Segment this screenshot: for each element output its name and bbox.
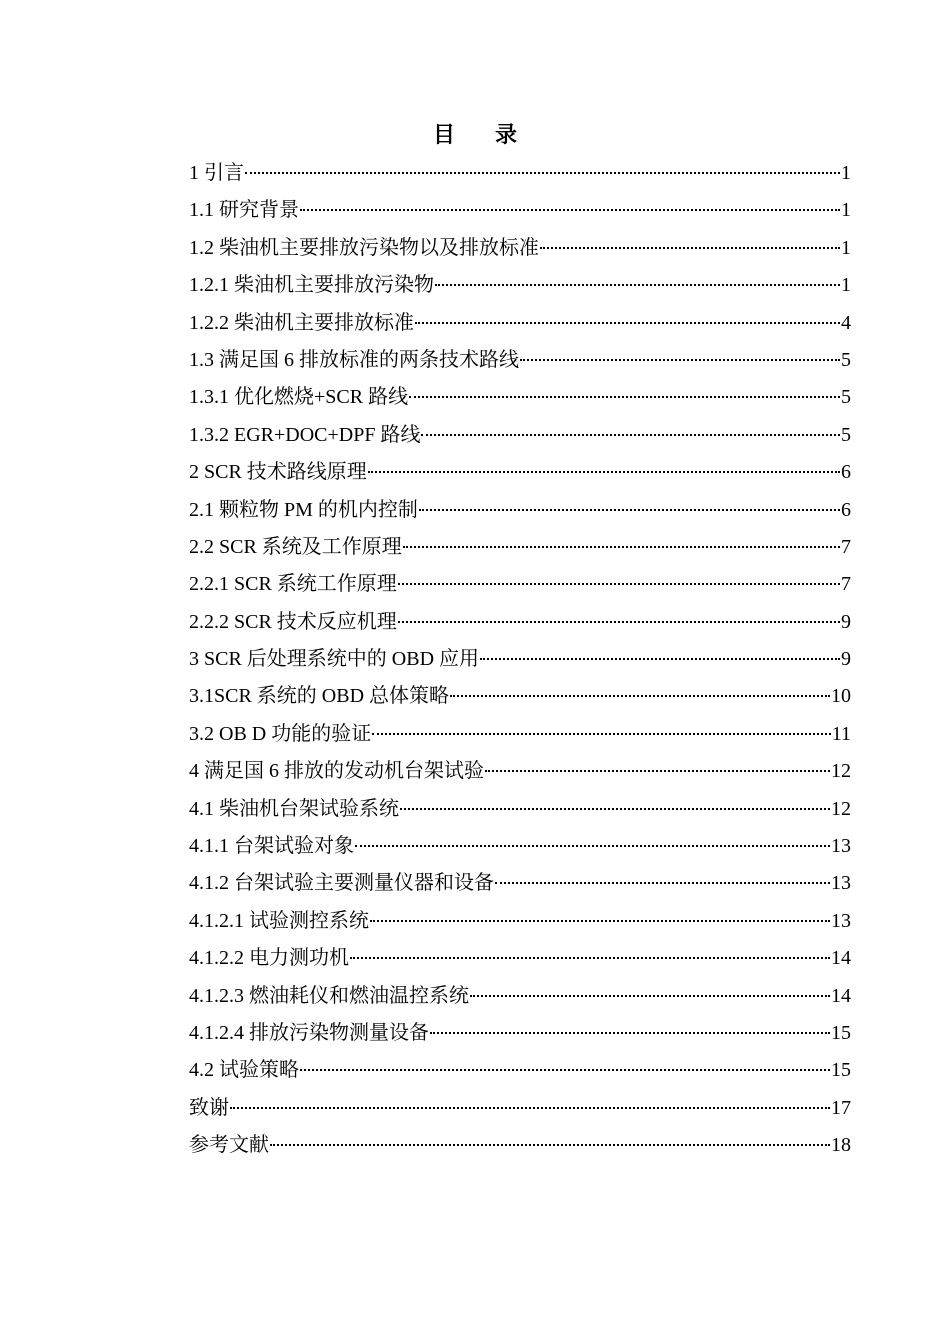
toc-entry[interactable] [189, 828, 851, 865]
toc-dot-leader [398, 583, 840, 585]
toc-entry-label: 1.2.2 柴油机主要排放标准 [189, 311, 414, 334]
toc-entry-page-number: 9 [841, 648, 851, 671]
toc-entry-page-number: 6 [841, 461, 851, 484]
toc-entry[interactable] [189, 155, 851, 192]
toc-entry-label: 3.2 OB D 功能的验证 [189, 722, 372, 745]
toc-entry-page-number: 9 [841, 610, 851, 633]
toc-entry-label: 2 SCR 技术路线原理 [189, 461, 367, 484]
toc-dot-leader [230, 1107, 830, 1109]
toc-entry-page-number: 5 [841, 348, 851, 371]
toc-entry[interactable] [189, 342, 851, 379]
toc-entry-label: 4 满足国 6 排放的发动机台架试验 [189, 760, 484, 783]
toc-dot-leader [435, 284, 840, 286]
toc-entry-page-number: 18 [831, 1134, 851, 1157]
toc-entry-page-number: 13 [831, 872, 851, 895]
toc-entry[interactable] [189, 305, 851, 342]
toc-entry[interactable] [189, 1015, 851, 1052]
toc-entry[interactable] [189, 267, 851, 304]
toc-entry[interactable] [189, 791, 851, 828]
toc-dot-leader [368, 471, 840, 473]
toc-dot-leader [350, 957, 830, 959]
toc-entry[interactable] [189, 1127, 851, 1164]
toc-entry[interactable] [189, 192, 851, 229]
toc-entry-page-number: 13 [831, 835, 851, 858]
toc-dot-leader [430, 1032, 830, 1034]
toc-entry-page-number: 12 [831, 797, 851, 820]
toc-entry-page-number: 7 [841, 573, 851, 596]
toc-dot-leader [270, 1144, 830, 1146]
toc-dot-leader [421, 434, 840, 436]
toc-entry-page-number: 15 [831, 1059, 851, 1082]
toc-entry[interactable] [189, 230, 851, 267]
toc-entry-label: 2.2 SCR 系统及工作原理 [189, 535, 402, 558]
toc-entry-label: 1.3.2 EGR+DOC+DPF 路线 [189, 423, 421, 446]
toc-dot-leader [540, 247, 840, 249]
toc-entry-page-number: 14 [831, 984, 851, 1007]
toc-entry[interactable] [189, 641, 851, 678]
toc-entry[interactable] [189, 865, 851, 902]
toc-dot-leader [409, 396, 840, 398]
toc-entry-label: 参考文献 [189, 1134, 269, 1157]
toc-dot-leader [398, 621, 840, 623]
toc-dot-leader [355, 845, 830, 847]
toc-dot-leader [403, 546, 840, 548]
toc-entry-label: 4.1.2.2 电力测功机 [189, 947, 349, 970]
toc-entry-label: 1.3 满足国 6 排放标准的两条技术路线 [189, 348, 519, 371]
toc-entry-page-number: 1 [841, 236, 851, 259]
table-of-contents [189, 155, 851, 1165]
toc-entry-label: 4.2 试验策略 [189, 1059, 299, 1082]
toc-entry[interactable] [189, 604, 851, 641]
toc-entry-page-number: 4 [841, 311, 851, 334]
toc-entry-page-number: 7 [841, 535, 851, 558]
toc-entry-page-number: 11 [831, 722, 851, 745]
toc-entry[interactable] [189, 1090, 851, 1127]
toc-entry-page-number: 5 [841, 386, 851, 409]
toc-entry-label: 4.1.2.4 排放污染物测量设备 [189, 1021, 429, 1044]
toc-entry-label: 4.1.2.1 试验测控系统 [189, 909, 369, 932]
toc-entry-label: 4.1.2.3 燃油耗仪和燃油温控系统 [189, 984, 469, 1007]
toc-entry-label: 2.2.1 SCR 系统工作原理 [189, 573, 397, 596]
toc-entry-page-number: 5 [841, 423, 851, 446]
toc-entry-label: 4.1 柴油机台架试验系统 [189, 797, 399, 820]
toc-entry-label: 3 SCR 后处理系统中的 OBD 应用 [189, 648, 480, 671]
toc-entry-page-number: 13 [831, 909, 851, 932]
toc-dot-leader [300, 1069, 830, 1071]
toc-entry-label: 4.1.2 台架试验主要测量仪器和设备 [189, 872, 494, 895]
toc-entry[interactable] [189, 379, 851, 416]
toc-dot-leader [415, 322, 840, 324]
toc-entry[interactable] [189, 417, 851, 454]
toc-entry[interactable] [189, 566, 851, 603]
toc-title-part-2: 录 [495, 123, 518, 148]
toc-entry[interactable] [189, 529, 851, 566]
toc-dot-leader [245, 172, 840, 174]
toc-entry-label: 致谢 [189, 1096, 229, 1119]
toc-entry-page-number: 6 [841, 498, 851, 521]
toc-entry-page-number: 1 [841, 274, 851, 297]
toc-dot-leader [300, 209, 840, 211]
toc-dot-leader [480, 658, 840, 660]
toc-dot-leader [419, 509, 840, 511]
toc-entry-label: 2.1 颗粒物 PM 的机内控制 [189, 498, 418, 521]
toc-entry[interactable] [189, 492, 851, 529]
toc-title [0, 120, 950, 152]
toc-entry[interactable] [189, 903, 851, 940]
toc-entry-page-number: 10 [831, 685, 851, 708]
toc-dot-leader [520, 359, 840, 361]
toc-entry-label: 3.1SCR 系统的 OBD 总体策略 [189, 685, 450, 708]
toc-dot-leader [485, 770, 830, 772]
toc-entry-label: 1 引言 [189, 162, 244, 184]
toc-entry-page-number: 1 [841, 199, 851, 222]
toc-entry-page-number: 17 [831, 1096, 851, 1119]
toc-entry-label: 1.2.1 柴油机主要排放污染物 [189, 274, 434, 297]
toc-entry-page-number: 1 [841, 162, 851, 184]
toc-title-part-1: 目 [432, 123, 455, 148]
toc-entry-label: 1.3.1 优化燃烧+SCR 路线 [189, 386, 409, 409]
toc-dot-leader [450, 695, 830, 697]
toc-dot-leader [372, 733, 831, 735]
toc-entry-label: 2.2.2 SCR 技术反应机理 [189, 610, 397, 633]
toc-entry[interactable] [189, 978, 851, 1015]
toc-dot-leader [470, 995, 830, 997]
toc-dot-leader [495, 882, 830, 884]
toc-entry-page-number: 15 [831, 1021, 851, 1044]
toc-entry[interactable] [189, 1052, 851, 1089]
toc-dot-leader [400, 808, 830, 810]
toc-entry-label: 1.2 柴油机主要排放污染物以及排放标准 [189, 236, 539, 259]
toc-entry[interactable] [189, 454, 851, 491]
toc-dot-leader [370, 920, 830, 922]
toc-entry[interactable] [189, 678, 851, 715]
toc-entry-label: 1.1 研究背景 [189, 199, 299, 222]
toc-entry-label: 4.1.1 台架试验对象 [189, 835, 354, 858]
toc-entry-page-number: 12 [831, 760, 851, 783]
toc-entry[interactable] [189, 940, 851, 977]
toc-entry[interactable] [189, 716, 851, 753]
toc-entry-page-number: 14 [831, 947, 851, 970]
toc-entry[interactable] [189, 753, 851, 790]
